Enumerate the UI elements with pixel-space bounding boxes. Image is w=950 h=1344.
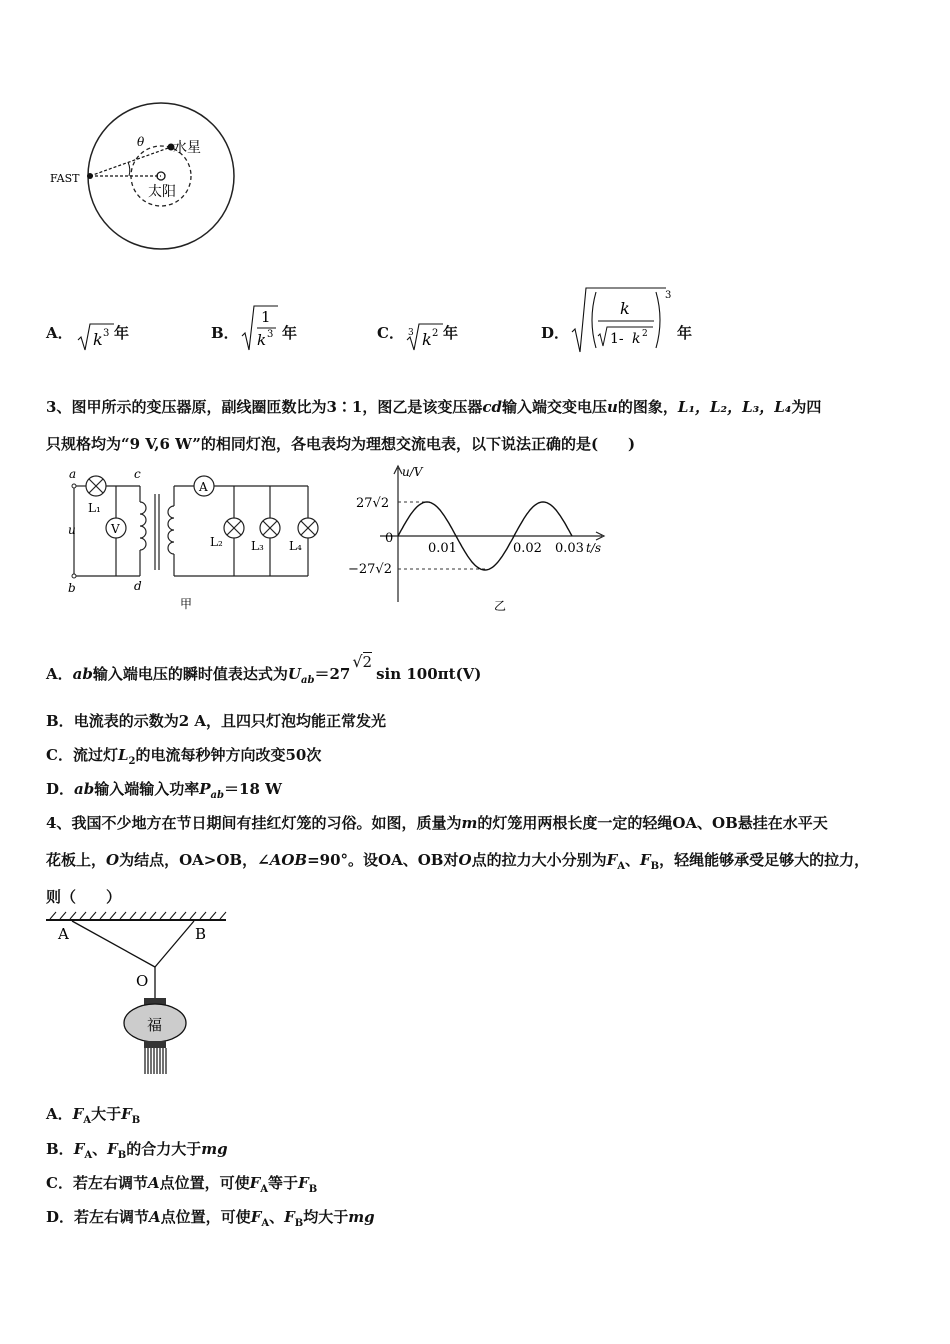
tick-002: 0.02	[513, 541, 542, 556]
caption-yi: 乙	[494, 599, 507, 613]
mercury-label: 水星	[173, 140, 201, 156]
theta-label: θ	[137, 135, 145, 149]
voltage-u: u	[68, 523, 76, 537]
q3-option-c[interactable]: C．流过灯$L_2$的电流每秒钟方向改变50次	[46, 746, 322, 767]
q2-option-a-formula	[76, 318, 116, 354]
q4-stem-line3: 则（ ）	[46, 888, 122, 906]
q4-option-c[interactable]: C．若左右调节A点位置，可使$F_A$等于$F_B$	[46, 1174, 318, 1195]
q2-option-c[interactable]: C．	[377, 324, 404, 342]
q4-stem-line1: 4、我国不少地方在节日期间有挂红灯笼的习俗。如图，质量为m的灯笼用两根长度一定的轻绳OA、OB悬挂在水平天	[46, 814, 828, 832]
svg-text:1: 1	[261, 308, 271, 326]
q2-option-d[interactable]: D．	[541, 324, 570, 342]
q2-option-c-formula	[405, 318, 445, 354]
y-axis-label: u/V	[402, 465, 423, 479]
q3-stem-line1: 3、图甲所示的变压器原，副线圈匝数比为3∶1，图乙是该变压器cd输入端交变电压u的图象，L₁，L₂，L₃，L₄为四	[46, 398, 822, 416]
svg-text:2: 2	[432, 328, 439, 339]
label-l1: L₁	[88, 501, 101, 515]
ammeter-a: A	[199, 480, 208, 494]
q3-circuit-diagram	[60, 466, 322, 616]
sun-label: 太阳	[148, 184, 176, 200]
svg-text:3: 3	[103, 328, 110, 339]
label-l4: L₄	[289, 539, 302, 553]
label-l3: L₃	[251, 539, 264, 553]
voltmeter-v: V	[111, 522, 120, 536]
svg-text:k: k	[93, 330, 103, 349]
terminal-c: c	[134, 467, 141, 481]
q4-option-a[interactable]: A．$F_A$大于$F_B$	[46, 1105, 141, 1126]
svg-text:1-: 1-	[610, 331, 624, 347]
tick-003: 0.03	[555, 541, 584, 556]
label-l2: L₂	[210, 535, 223, 549]
q3-option-b[interactable]: B．电流表的示数为2 A，且四只灯泡均能正常发光	[46, 712, 386, 730]
caption-jia: 甲	[180, 597, 193, 611]
q3-stem-line2: 只规格均为“9 V,6 W”的相同灯泡，各电表均为理想交流电表，以下说法正确的是( )	[46, 435, 636, 453]
fast-label: FAST	[50, 172, 80, 185]
tick-001: 0.01	[428, 541, 457, 556]
svg-text:3: 3	[408, 328, 414, 338]
terminal-b: b	[68, 581, 76, 595]
q2-option-b-unit: 年	[282, 324, 298, 342]
q3-voltage-graph	[340, 462, 620, 620]
q2-option-a-unit: 年	[114, 324, 130, 342]
svg-text:k: k	[422, 330, 432, 349]
q4-stem-line2: 花板上，O为结点，OA>OB，∠AOB=90°。设OA、OB对O点的拉力大小分别为$F_A$、$F_B$，轻绳能够承受足够大的拉力，	[46, 851, 870, 872]
q2-option-d-formula	[570, 284, 678, 356]
point-o-label: O	[136, 972, 149, 990]
q3-option-a[interactable]: A．ab输入端电压的瞬时值表达式为$U_{ab}=27√2\sin$ 100πt(V)	[46, 652, 482, 686]
svg-text:k: k	[257, 331, 267, 349]
lantern-diagram	[44, 910, 230, 1078]
y-min-label: −27√2	[348, 562, 392, 577]
terminal-a: a	[69, 467, 77, 481]
point-a-label: A	[58, 925, 69, 943]
svg-text:k: k	[632, 331, 641, 347]
orbit-diagram	[40, 100, 250, 260]
q2-option-b-formula	[240, 302, 280, 354]
q2-option-c-unit: 年	[443, 324, 459, 342]
q2-option-b[interactable]: B．	[211, 324, 239, 342]
svg-text:k: k	[620, 299, 630, 318]
svg-text:3: 3	[267, 329, 274, 340]
fu-character: 福	[147, 1016, 163, 1034]
y-max-label: 27√2	[356, 496, 390, 511]
q2-option-d-unit: 年	[677, 324, 693, 342]
point-b-label: B	[195, 925, 207, 943]
q4-option-b[interactable]: B．$F_A$、$F_B$的合力大于mg	[46, 1140, 228, 1161]
q4-option-d[interactable]: D．若左右调节A点位置，可使$F_A$、$F_B$均大于mg	[46, 1208, 375, 1229]
x-axis-label: t/s	[586, 541, 602, 555]
svg-text:2: 2	[642, 329, 648, 339]
q3-option-d[interactable]: D．ab输入端输入功率$P_{ab}=18$ W	[46, 780, 282, 801]
q2-option-a[interactable]: A．	[46, 324, 73, 342]
terminal-d: d	[134, 579, 142, 593]
svg-text:3: 3	[665, 290, 672, 301]
y-zero-label: 0	[385, 531, 394, 546]
